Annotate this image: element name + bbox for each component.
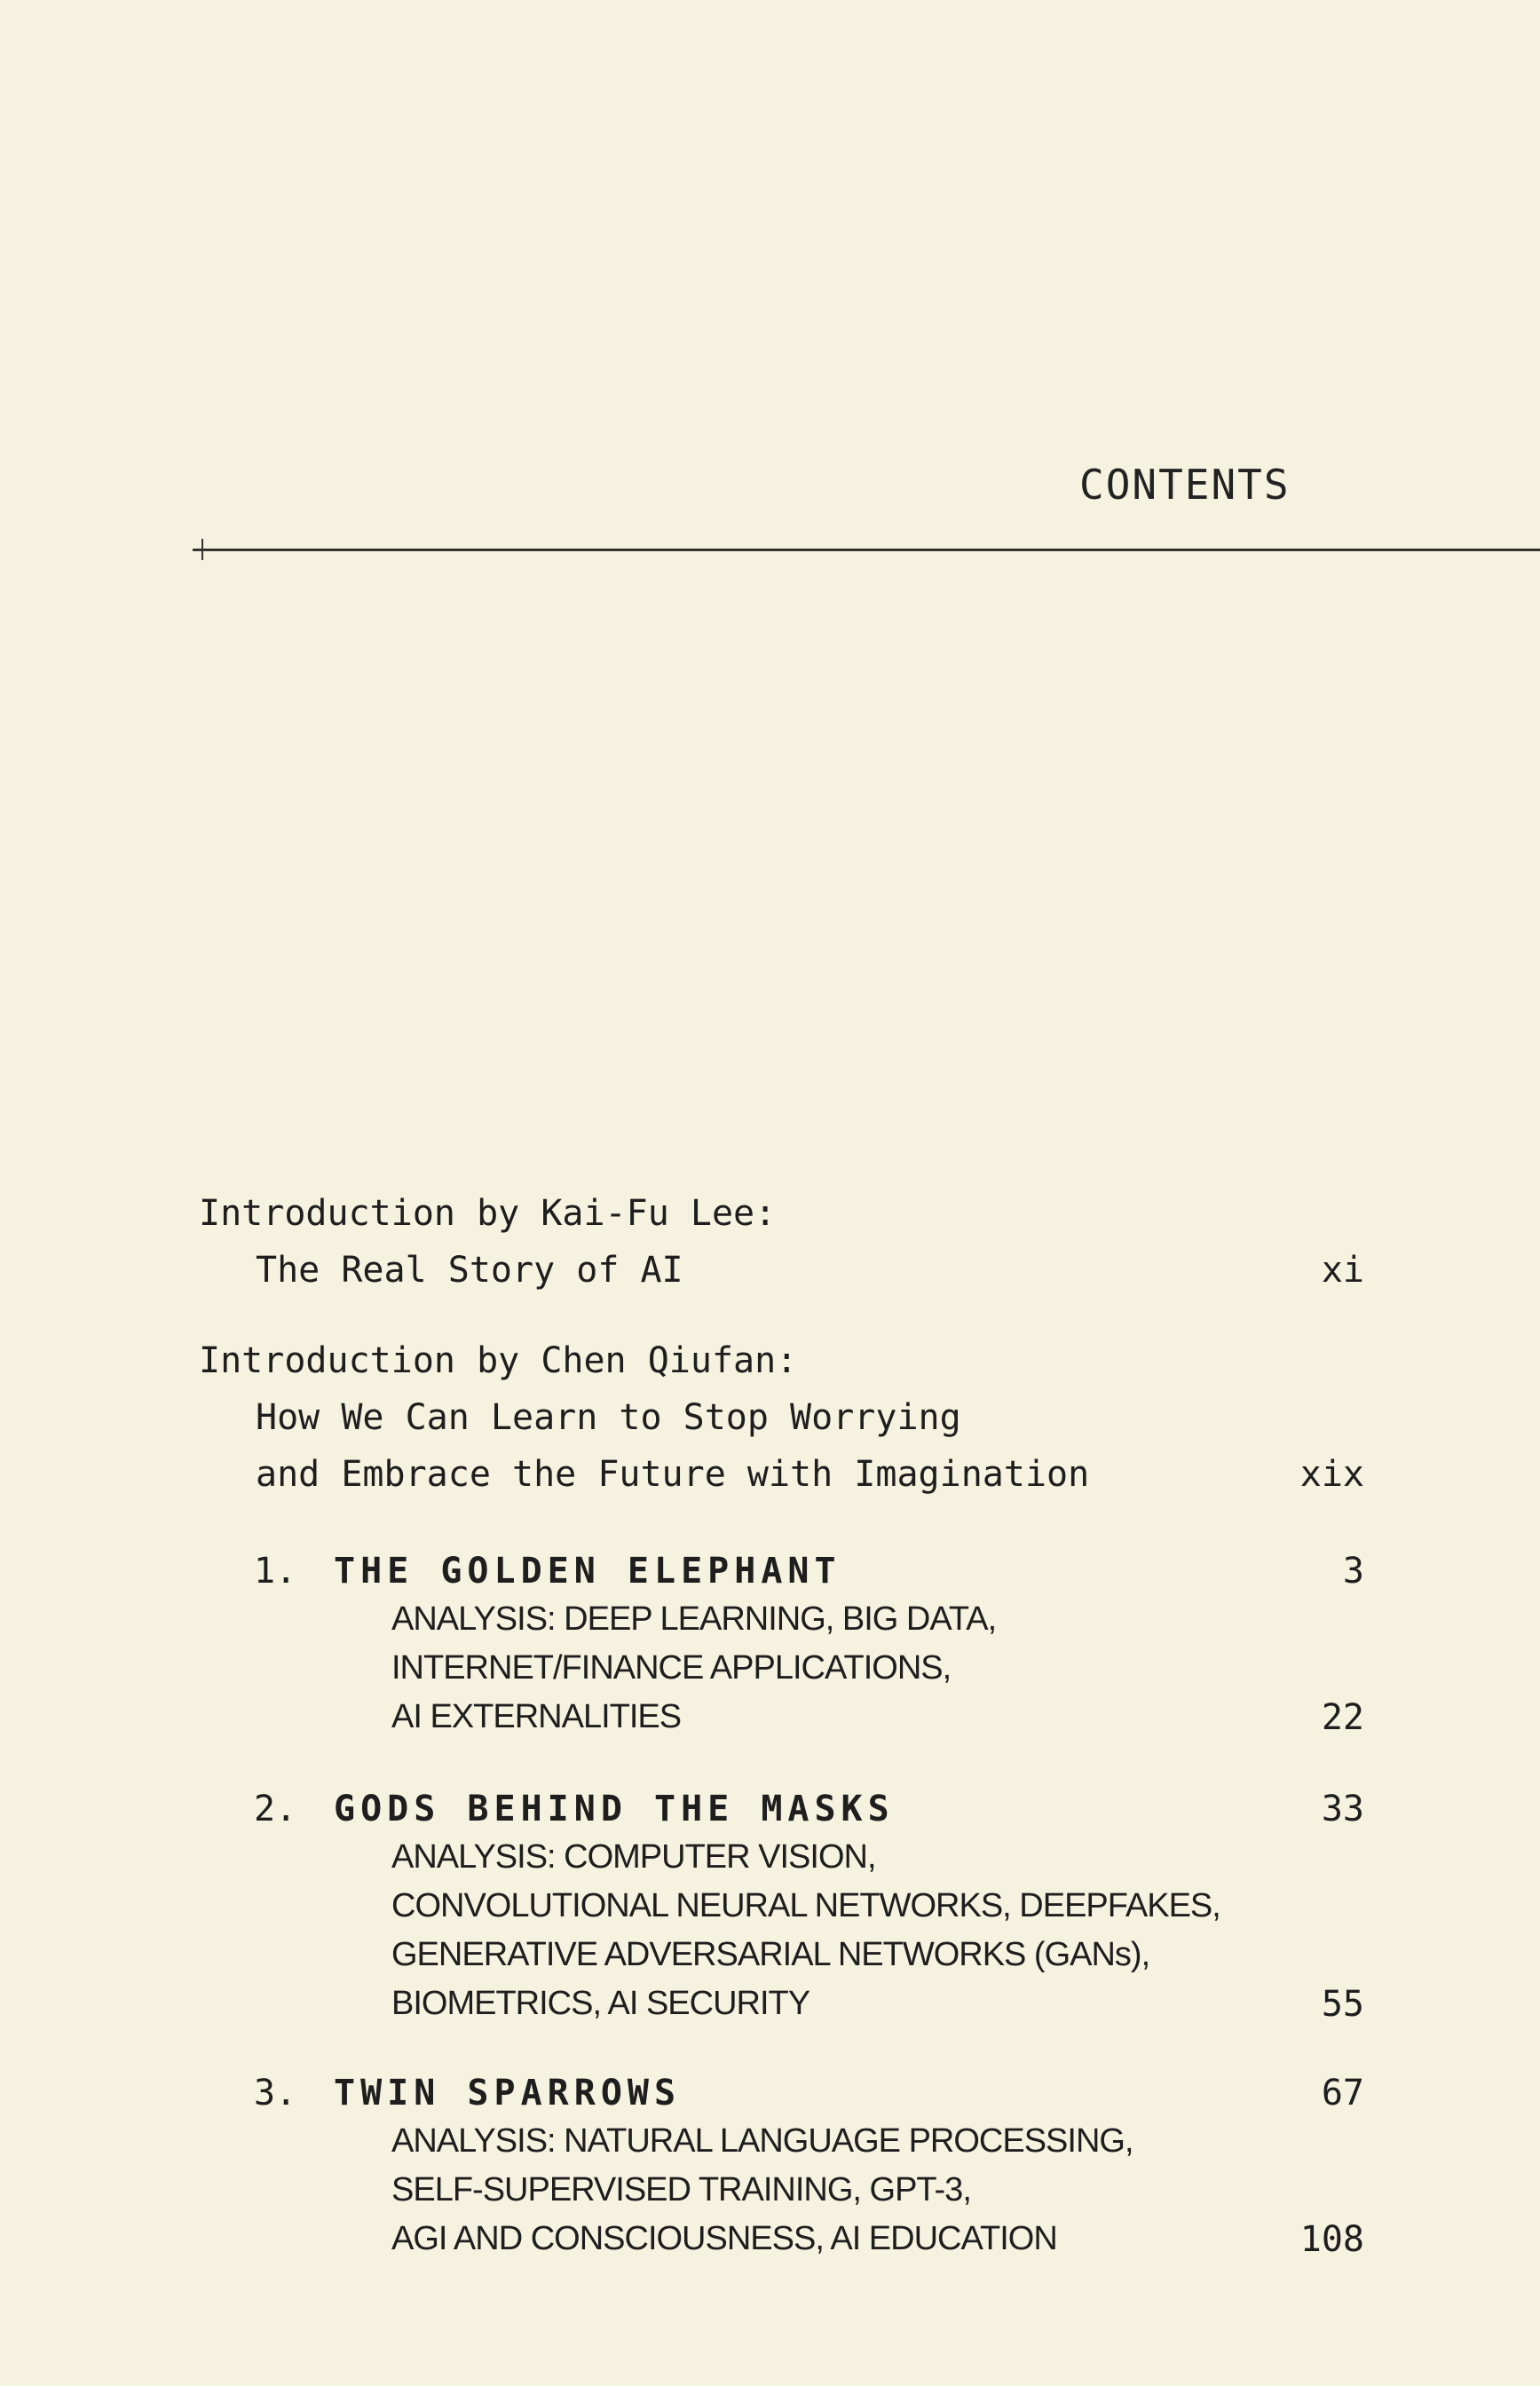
chapter-3-analysis-line-2: SELF-SUPERVISED TRAINING, GPT-3,: [391, 2171, 971, 2208]
intro-2-line-2: How We Can Learn to Stop Worrying: [256, 1397, 961, 1438]
chapter-2-title: GODS BEHIND THE MASKS: [334, 1789, 895, 1829]
intro-2-page: xix: [1299, 1454, 1364, 1495]
chapter-3-analysis-line-3: AGI AND CONSCIOUSNESS, AI EDUCATION: [391, 2220, 1057, 2257]
chapter-1-analysis-line-1: ANALYSIS: DEEP LEARNING, BIG DATA,: [391, 1600, 997, 1638]
chapter-2-number: 2.: [254, 1789, 297, 1829]
title-rule: [197, 549, 1540, 551]
intro-1-page: xi: [1321, 1250, 1364, 1291]
crop-mark-horizontal: [193, 549, 212, 551]
chapter-2-analysis-line-2: CONVOLUTIONAL NEURAL NETWORKS, DEEPFAKES,: [391, 1887, 1220, 1924]
intro-2-line-3: and Embrace the Future with Imagination: [256, 1454, 1090, 1495]
chapter-3-analysis-page: 108: [1299, 2219, 1364, 2260]
chapter-1-number: 1.: [254, 1551, 297, 1592]
chapter-1-analysis-line-3: AI EXTERNALITIES: [391, 1698, 682, 1735]
chapter-2-page: 33: [1321, 1789, 1364, 1829]
chapter-1-page: 3: [1342, 1551, 1364, 1592]
chapter-1-analysis-page: 22: [1321, 1697, 1364, 1738]
page-title: CONTENTS: [1079, 461, 1291, 509]
chapter-1-title: THE GOLDEN ELEPHANT: [334, 1551, 841, 1592]
chapter-3-title: TWIN SPARROWS: [334, 2073, 682, 2113]
chapter-2-analysis-page: 55: [1321, 1984, 1364, 2025]
chapter-2-analysis-line-3: GENERATIVE ADVERSARIAL NETWORKS (GANs),: [391, 1936, 1150, 1973]
chapter-3-page: 67: [1321, 2073, 1364, 2113]
chapter-2-analysis-line-4: BIOMETRICS, AI SECURITY: [391, 1985, 810, 2022]
intro-1-line-1: Introduction by Kai-Fu Lee:: [199, 1193, 777, 1234]
chapter-1-analysis-line-2: INTERNET/FINANCE APPLICATIONS,: [391, 1649, 952, 1687]
intro-1-line-2: The Real Story of AI: [256, 1250, 683, 1291]
chapter-3-number: 3.: [254, 2073, 297, 2113]
chapter-3-analysis-line-1: ANALYSIS: NATURAL LANGUAGE PROCESSING,: [391, 2122, 1133, 2160]
chapter-2-analysis-line-1: ANALYSIS: COMPUTER VISION,: [391, 1838, 876, 1876]
intro-2-line-1: Introduction by Chen Qiufan:: [199, 1340, 798, 1381]
